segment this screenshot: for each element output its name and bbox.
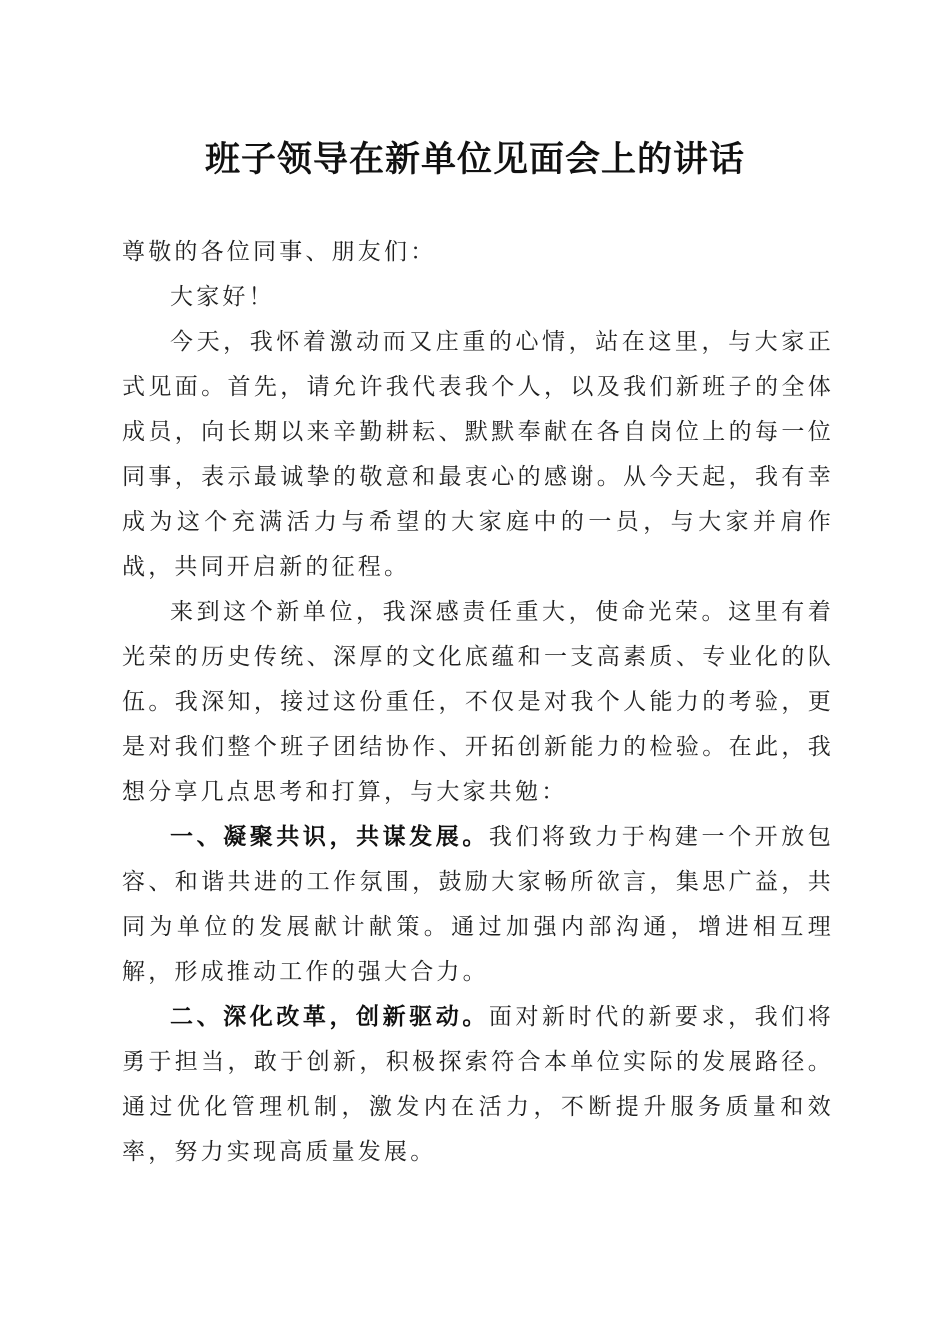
point-reform — [122, 995, 834, 1175]
point-text: 面对新时代的新要求，我们将勇于担当，敢于创新，积极探索符合本单位实际的发展路径。通过优化管理机制，激发内在活力，不断提升服务质量和效率，努力实现高质量发展。 — [122, 1004, 834, 1165]
document-body — [122, 230, 834, 1175]
point-heading: 一、凝聚共识，共谋发展。 — [170, 824, 489, 850]
paragraph-opening: 今天，我怀着激动而又庄重的心情，站在这里，与大家正式见面。首先，请允许我代表我个人，以及我们新班子的全体成员，向长期以来辛勤耕耘、默默奉献在各自岗位上的每一位同事，表示最诚挚的敬意和最衷心的感谢。从今天起，我有幸成为这个充满活力与希望的大家庭中的一员，与大家并肩作战，共同开启新的征程。 — [122, 329, 834, 580]
paragraph-responsibility: 来到这个新单位，我深感责任重大，使命光荣。这里有着光荣的历史传统、深厚的文化底蕴和一支高素质、专业化的队伍。我深知，接过这份重任，不仅是对我个人能力的考验，更是对我们整个班子团结协作、开拓创新能力的检验。在此，我想分享几点思考和打算，与大家共勉： — [122, 599, 834, 805]
point-heading: 二、深化改革，创新驱动。 — [170, 1004, 489, 1030]
point-text: 我们将致力于构建一个开放包容、和谐共进的工作氛围，鼓励大家畅所欲言，集思广益，共同为单位的发展献计献策。通过加强内部沟通，增进相互理解，形成推动工作的强大合力。 — [122, 824, 834, 985]
salutation: 尊敬的各位同事、朋友们： — [122, 239, 437, 265]
greeting: 大家好！ — [170, 284, 275, 310]
point-consensus — [122, 815, 834, 995]
document-title: 班子领导在新单位见面会上的讲话 — [204, 139, 745, 180]
